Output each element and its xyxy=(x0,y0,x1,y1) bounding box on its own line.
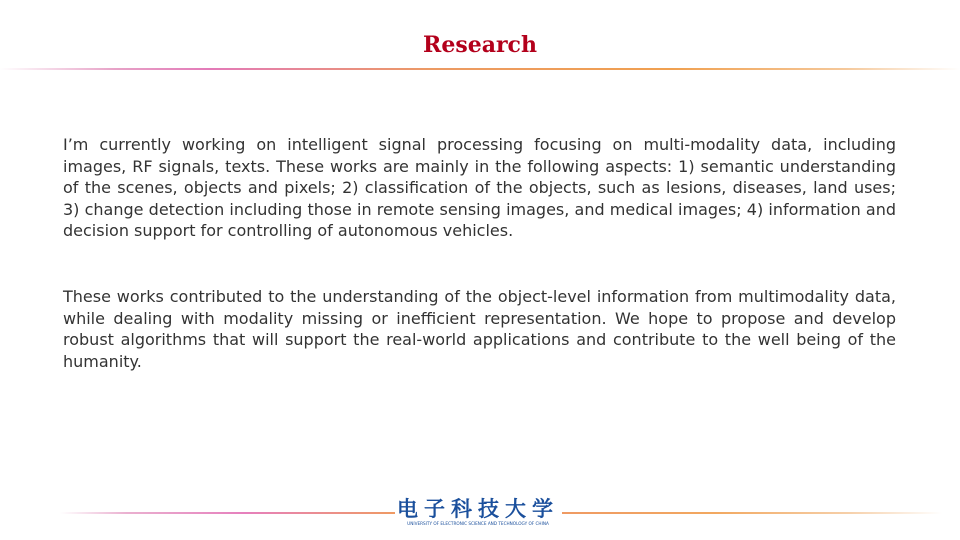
title-divider xyxy=(0,68,960,70)
slide-title: Research xyxy=(423,32,537,58)
paragraph-research-contributions: These works contributed to the understanding of the object-level information from multimodality data, while dealing with modality missing or inefficient representation. We hope to propose and develop robust algorithms that will support the real-world applications and contribute to the well being of the humanity. xyxy=(63,287,896,371)
logo-english-name: UNIVERSITY OF ELECTRONIC SCIENCE AND TECHNOLOGY OF CHINA xyxy=(407,521,549,526)
paragraph-research-areas: I’m currently working on intelligent signal processing focusing on multi-modality data, including images, RF signals, texts. These works are mainly in the following aspects: 1) semantic understanding of the scenes, objects and pixels; 2) classification of the objects, such as lesions, diseases, land uses; 3) change detection including those in remote sensing images, and medical images; 4) information and decision support for controlling of autonomous vehicles. xyxy=(63,135,896,240)
footer-divider-left xyxy=(60,512,395,514)
logo-chinese-name: 电子科技大学 xyxy=(397,496,559,521)
footer-divider-right xyxy=(562,512,942,514)
university-logo xyxy=(396,498,560,530)
